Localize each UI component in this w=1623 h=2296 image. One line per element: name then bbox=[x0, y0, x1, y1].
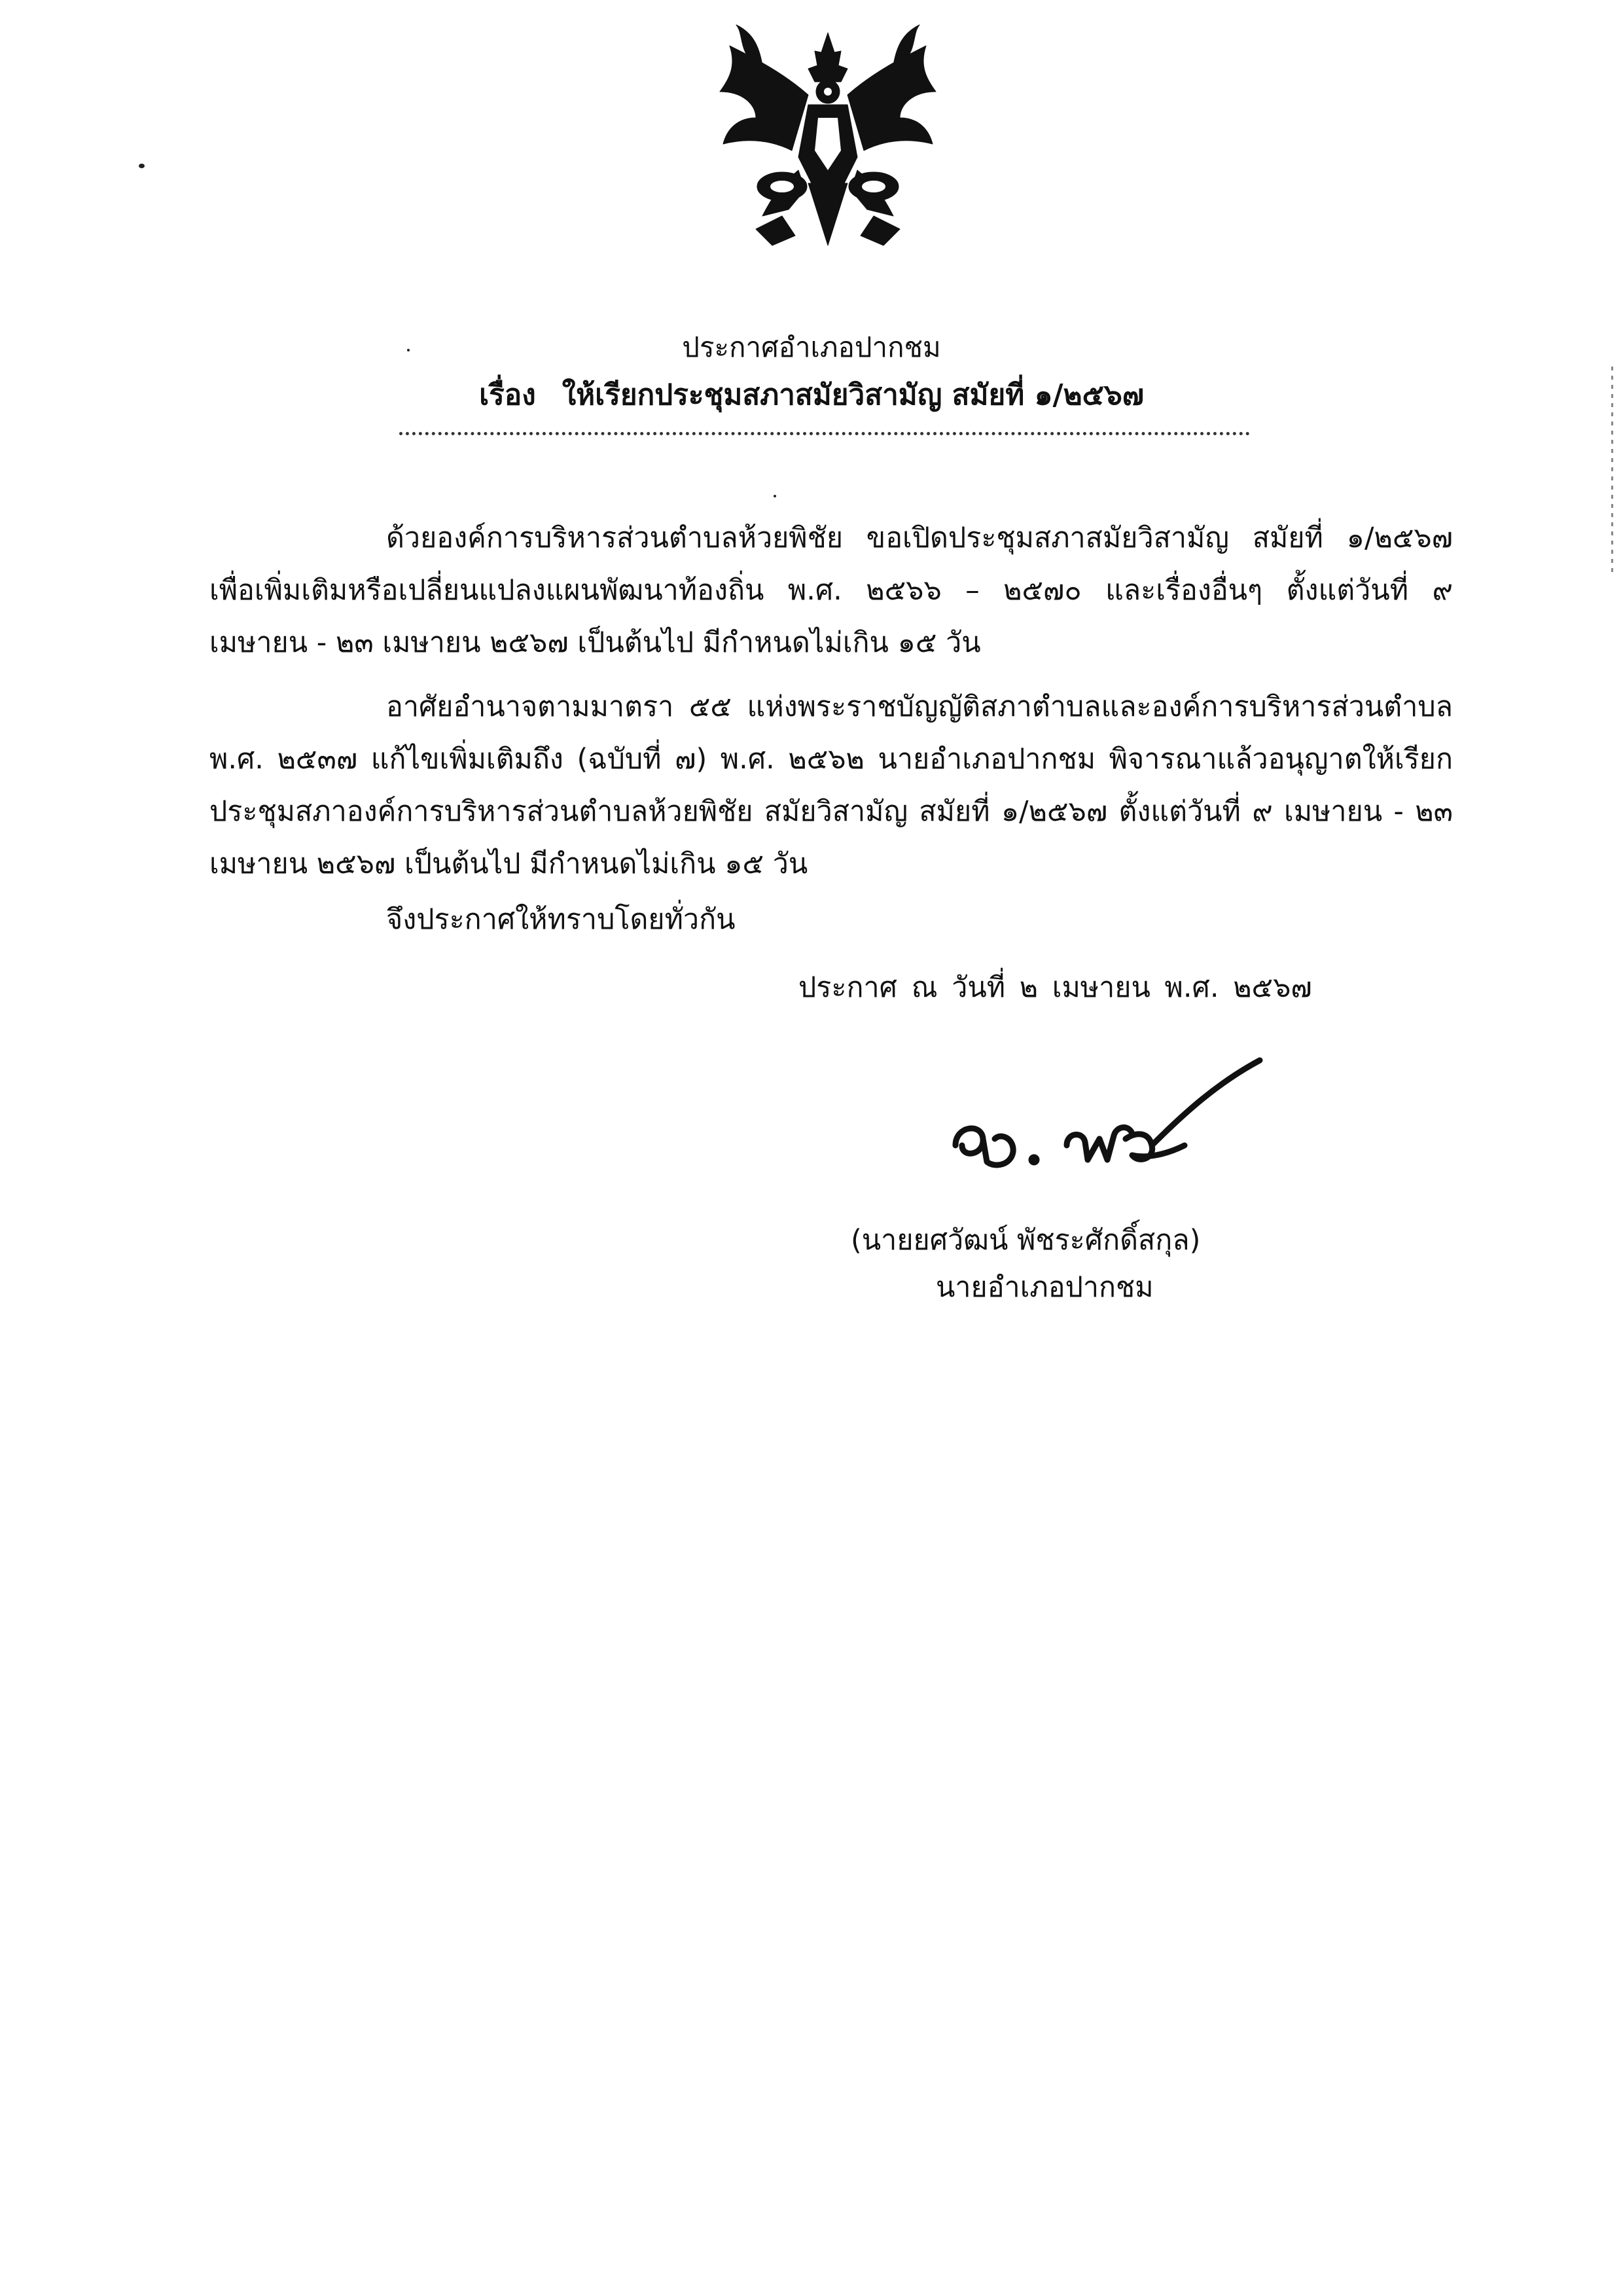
subject-text: ให้เรียกประชุมสภาสมัยวิสามัญ สมัยที่ ๑/๒๕๖๗ bbox=[562, 378, 1144, 412]
body-paragraph-1: ด้วยองค์การบริหารส่วนตำบลห้วยพิชัย ขอเปิดประชุมสภาสมัยวิสามัญ สมัยที่ ๑/๒๕๖๗ เพื่อเพิ่มเติมหรือเปลี่ยนแปลงแผนพัฒนาท้องถิ่น พ.ศ. ๒๕๖๖ – ๒๕๗๐ และเรื่องอื่นๆ ตั้งแต่วันที่ ๙ เมษายน - ๒๓ เมษายน ๒๕๖๗ เป็นต้นไป มีกำหนดไม่เกิน ๑๕ วัน bbox=[209, 522, 1453, 659]
announcement-title: ประกาศอำเภอปากชม bbox=[682, 331, 941, 363]
body-paragraph-2: อาศัยอำนาจตามมาตรา ๕๕ แห่งพระราชบัญญัติสภาตำบลและองค์การบริหารส่วนตำบล พ.ศ. ๒๕๓๗ แก้ไขเพิ่มเติมถึง (ฉบับที่ ๗) พ.ศ. ๒๕๖๒ นายอำเภอปากชม พิจารณาแล้วอนุญาตให้เรียกประชุมสภาองค์การบริหารส่วนตำบลห้วยพิชัย สมัยวิสามัญ สมัยที่ ๑/๒๕๖๗ ตั้งแต่วันที่ ๙ เมษายน - ๒๓ เมษายน ๒๕๖๗ เป็นต้นไป มีกำหนดไม่เกิน ๑๕ วัน bbox=[209, 691, 1453, 880]
closing-statement: จึงประกาศให้ทราบโดยทั่วกัน bbox=[386, 903, 736, 936]
handwritten-signature bbox=[936, 1047, 1276, 1204]
subject-label: เรื่อง bbox=[479, 378, 536, 412]
signatory-position: นายอำเภอปากชม bbox=[936, 1271, 1154, 1304]
announcement-subject bbox=[0, 372, 1623, 418]
scan-speck bbox=[139, 164, 145, 168]
dotted-divider bbox=[399, 432, 1250, 435]
announcement-date: ประกาศ ณ วันที่ ๒ เมษายน พ.ศ. ๒๕๖๗ bbox=[798, 971, 1312, 1004]
scan-speck bbox=[774, 495, 776, 497]
garuda-emblem-icon bbox=[710, 20, 946, 268]
signatory-name: (นายยศวัฒน์ พัชระศักดิ์สกุล) bbox=[851, 1224, 1201, 1257]
